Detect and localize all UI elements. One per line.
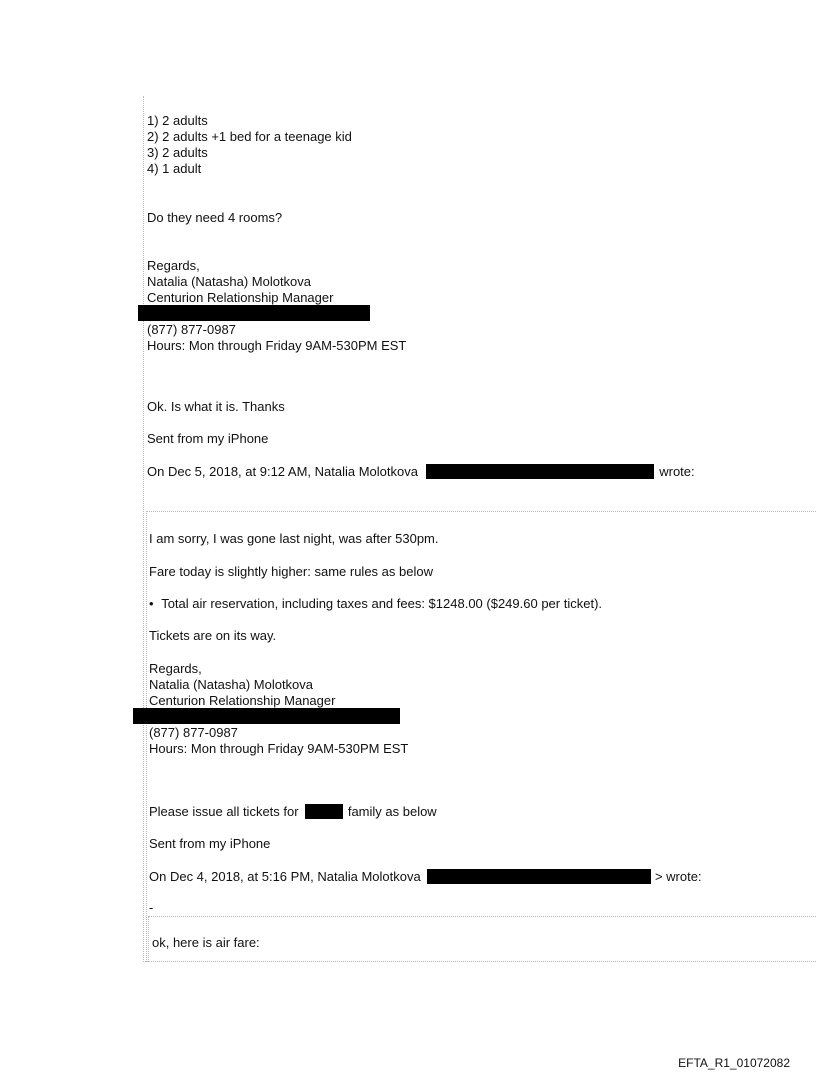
redaction-bar [133, 708, 400, 724]
quote-header-prefix: On Dec 4, 2018, at 5:16 PM, Natalia Molotkova [149, 869, 421, 884]
quote-border-outer [143, 96, 144, 962]
quote-border-bottom [143, 961, 816, 962]
reply-text-prefix: Please issue all tickets for [149, 804, 299, 819]
quote-header-suffix: wrote: [659, 464, 695, 479]
signature-hours: Hours: Mon through Friday 9AM-530PM EST [149, 741, 409, 756]
redaction-bar [305, 804, 343, 819]
reply-text-suffix: family as below [347, 804, 437, 819]
signature-regards: Regards, [149, 661, 202, 676]
bullet-item [149, 596, 602, 612]
list-item: 2) 2 adults +1 bed for a teenage kid [147, 129, 352, 144]
signature-title: Centurion Relationship Manager [149, 693, 336, 708]
list-item: 1) 2 adults [147, 113, 208, 128]
list-item: 4) 1 adult [147, 161, 202, 176]
quote-paragraph: Fare today is slightly higher: same rules as below [149, 564, 433, 579]
redaction-bar [427, 869, 651, 884]
bullet-marker: • [149, 596, 154, 611]
signature-regards: Regards, [147, 258, 200, 273]
list-item: 3) 2 adults [147, 145, 208, 160]
redaction-bar [426, 464, 654, 479]
quote-header [147, 464, 695, 480]
quote-header [149, 869, 702, 885]
quote-paragraph: ok, here is air fare: [152, 935, 260, 950]
quote-border-top [146, 511, 816, 512]
signature-phone: (877) 877-0987 [147, 322, 236, 337]
signature-name: Natalia (Natasha) Molotkova [147, 274, 312, 289]
dash-line: - [149, 900, 154, 915]
quote-header-prefix: On Dec 5, 2018, at 9:12 AM, Natalia Molotkova [147, 464, 418, 479]
quote-border-top [148, 916, 816, 917]
bullet-text: Total air reservation, including taxes and fees: $1248.00 ($249.60 per ticket). [161, 596, 603, 611]
sent-from-iphone: Sent from my iPhone [147, 431, 269, 446]
quote-border-left [148, 916, 149, 962]
quote-paragraph: I am sorry, I was gone last night, was after 530pm. [149, 531, 439, 546]
document-id: EFTA_R1_01072082 [678, 1056, 790, 1070]
reply-text: Ok. Is what it is. Thanks [147, 399, 285, 414]
redaction-bar [138, 305, 370, 321]
sent-from-iphone: Sent from my iPhone [149, 836, 271, 851]
question-text: Do they need 4 rooms? [147, 210, 283, 225]
quote-paragraph: Tickets are on its way. [149, 628, 277, 643]
reply-text [149, 804, 437, 820]
signature-name: Natalia (Natasha) Molotkova [149, 677, 314, 692]
signature-title: Centurion Relationship Manager [147, 290, 334, 305]
quote-header-suffix: > wrote: [654, 869, 702, 884]
signature-hours: Hours: Mon through Friday 9AM-530PM EST [147, 338, 407, 353]
signature-phone: (877) 877-0987 [149, 725, 238, 740]
quote-border-left [146, 511, 147, 962]
